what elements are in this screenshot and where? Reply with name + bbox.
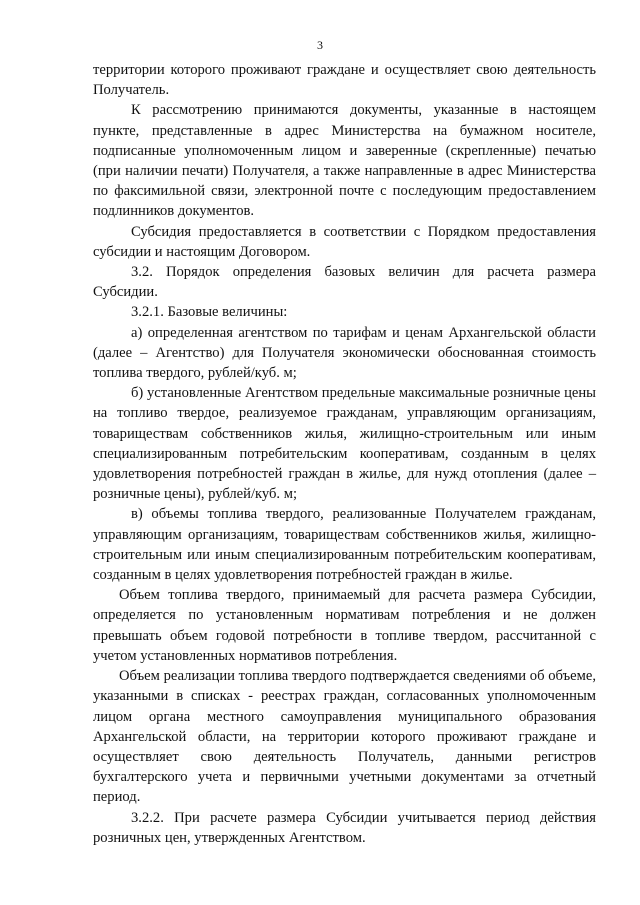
- list-item-v: в) объемы топлива твердого, реализованные Получателем гражданам, управляющим организациям, товариществам собственников жилья, жилищно-строительным или иным специализированным потребительским кооперативам, созданным в целях удовлетворения потребностей граждан в жилье.: [93, 506, 596, 584]
- paragraph-continuation: территории которого проживают граждане и осуществляет свою деятельность Получатель.: [93, 62, 596, 99]
- paragraph-fuel-volume: Объем топлива твердого, принимаемый для расчета размера Субсидии, определяется по установленным нормативам потребления и не должен превышать объем годовой потребности в топливе твердом, рассчитанной с учетом установленных нормативов потребления.: [93, 587, 596, 664]
- paragraph-sales-confirmation: Объем реализации топлива твердого подтверждается сведениями об объеме, указанными в списках - реестрах граждан, согласованных уполномоченным лицом органа местного самоуправления муниципального образования Архангельской области, на территории которого проживают граждане и осуществляет свою деятельность Получатель, данными регистров бухгалтерского учета и первичными учетными документами за отчетный период.: [93, 668, 596, 806]
- document-body: [93, 60, 596, 848]
- page-number: 3: [317, 38, 323, 52]
- list-item-a: а) определенная агентством по тарифам и ценам Архангельской области (далее – Агентство) для Получателя экономически обоснованная стоимость топлива твердого, рублей/куб. м;: [93, 324, 596, 382]
- list-item-b: б) установленные Агентством предельные максимальные розничные цены на топливо твердое, реализуемое гражданам, управляющим организациям, товариществам собственников жилья, жилищно-строительным или иным специализированным потребительским кооперативам, созданным в целях удовлетворения потребностей граждан в жилье, для нужд отопления (далее – розничные цены), рублей/куб. м;: [93, 385, 596, 503]
- section-3-2-1-heading: 3.2.1. Базовые величины:: [131, 304, 288, 321]
- section-3-2-heading: 3.2. Порядок определения базовых величин для расчета размера Субсидии.: [93, 264, 596, 301]
- section-3-2-2: 3.2.2. При расчете размера Субсидии учитывается период действия розничных цен, утвержденных Агентством.: [93, 809, 596, 846]
- paragraph-subsidy-basis: Субсидия предоставляется в соответствии с Порядком предоставления субсидии и настоящим Договором.: [93, 223, 596, 260]
- paragraph-documents-accepted: К рассмотрению принимаются документы, указанные в настоящем пункте, представленные в адрес Министерства на бумажном носителе, подписанные уполномоченным лицом и заверенные (скрепленные) печатью (при наличии печати) Получателя, а также направленные в адрес Министерства по факсимильной связи, электронной почте с последующим предоставлением подлинников документов.: [93, 102, 596, 220]
